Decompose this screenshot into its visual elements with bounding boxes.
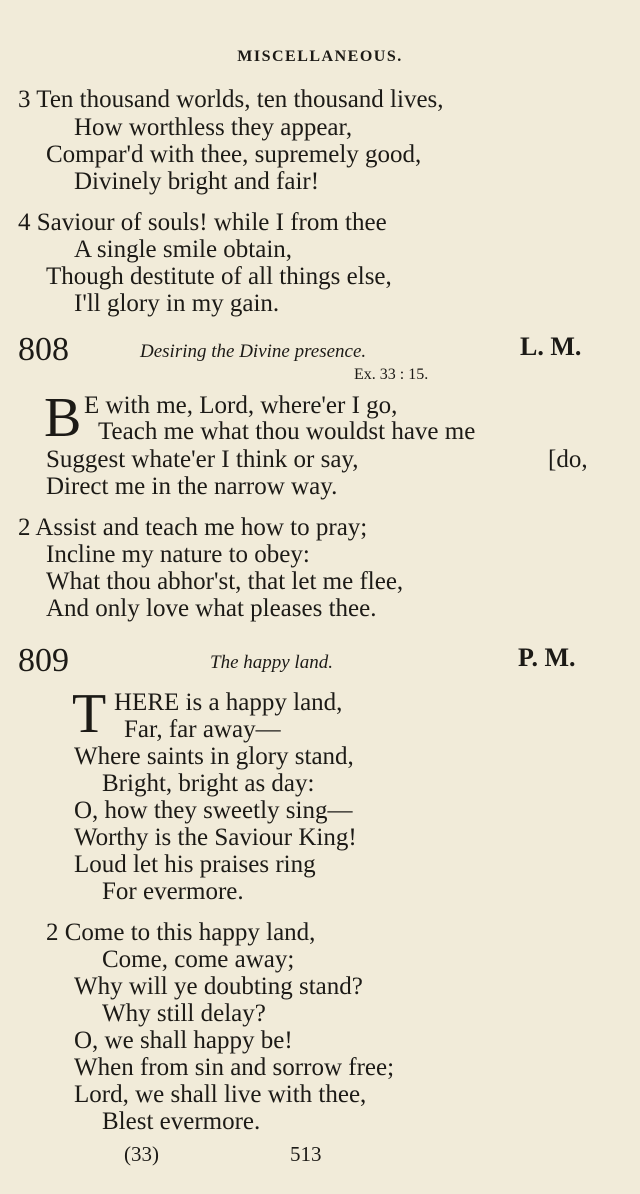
verse-line-runover: [do, <box>548 446 588 473</box>
verse-line: A single smile obtain, <box>74 236 293 263</box>
verse-line: Lord, we shall live with thee, <box>74 1081 367 1108</box>
verse-line: When from sin and sorrow free; <box>74 1054 395 1081</box>
verse-line: HERE is a happy land, <box>114 689 343 716</box>
page-number: 513 <box>290 1142 322 1166</box>
verse-line: Where saints in glory stand, <box>74 743 354 770</box>
verse-line: And only love what pleases thee. <box>46 595 377 622</box>
hymn-number: 808 <box>18 331 69 368</box>
verse-line: How worthless they appear, <box>74 114 353 141</box>
verse-line: Far, far away— <box>124 716 281 743</box>
verse-line: E with me, Lord, where'er I go, <box>84 392 398 419</box>
verse-line: Teach me what thou wouldst have me <box>98 418 476 445</box>
verse-line: O, how they sweetly sing— <box>74 797 353 824</box>
verse-line: Come, come away; <box>102 946 295 973</box>
hymn-meter: P. M. <box>518 643 576 672</box>
hymn-number: 809 <box>18 642 69 679</box>
verse-line: What thou abhor'st, that let me flee, <box>46 568 404 595</box>
verse-line: O, we shall happy be! <box>74 1027 293 1054</box>
verse-line: Direct me in the narrow way. <box>46 473 338 500</box>
scripture-reference: Ex. 33 : 15. <box>354 366 429 383</box>
verse-line: 2 Come to this happy land, <box>46 919 316 946</box>
verse-line: Divinely bright and fair! <box>74 168 320 195</box>
hymn-title: The happy land. <box>210 652 333 673</box>
verse-line: Suggest whate'er I think or say, <box>46 446 359 473</box>
running-header: MISCELLANEOUS. <box>237 48 403 65</box>
verse-line: Why will ye doubting stand? <box>74 973 363 1000</box>
verse-line: 4 Saviour of souls! while I from thee <box>18 209 387 236</box>
verse-line: For evermore. <box>102 878 244 905</box>
verse-line: Though destitute of all things else, <box>46 263 392 290</box>
verse-line: 3 Ten thousand worlds, ten thousand lives, <box>18 86 444 113</box>
verse-line: Bright, bright as day: <box>102 770 315 797</box>
verse-line: Blest evermore. <box>102 1108 261 1135</box>
signature-mark: (33) <box>124 1142 159 1166</box>
verse-line: I'll glory in my gain. <box>74 290 280 317</box>
drop-cap: T <box>72 683 107 745</box>
verse-line: Worthy is the Saviour King! <box>74 824 357 851</box>
verse-line: Compar'd with thee, supremely good, <box>46 141 422 168</box>
verse-line: Why still delay? <box>102 1000 266 1027</box>
verse-line: 2 Assist and teach me how to pray; <box>18 514 368 541</box>
verse-line: Loud let his praises ring <box>74 851 316 878</box>
drop-cap: B <box>44 387 82 449</box>
verse-line: Incline my nature to obey: <box>46 541 310 568</box>
hymn-meter: L. M. <box>520 332 582 361</box>
hymn-title: Desiring the Divine presence. <box>140 341 367 362</box>
